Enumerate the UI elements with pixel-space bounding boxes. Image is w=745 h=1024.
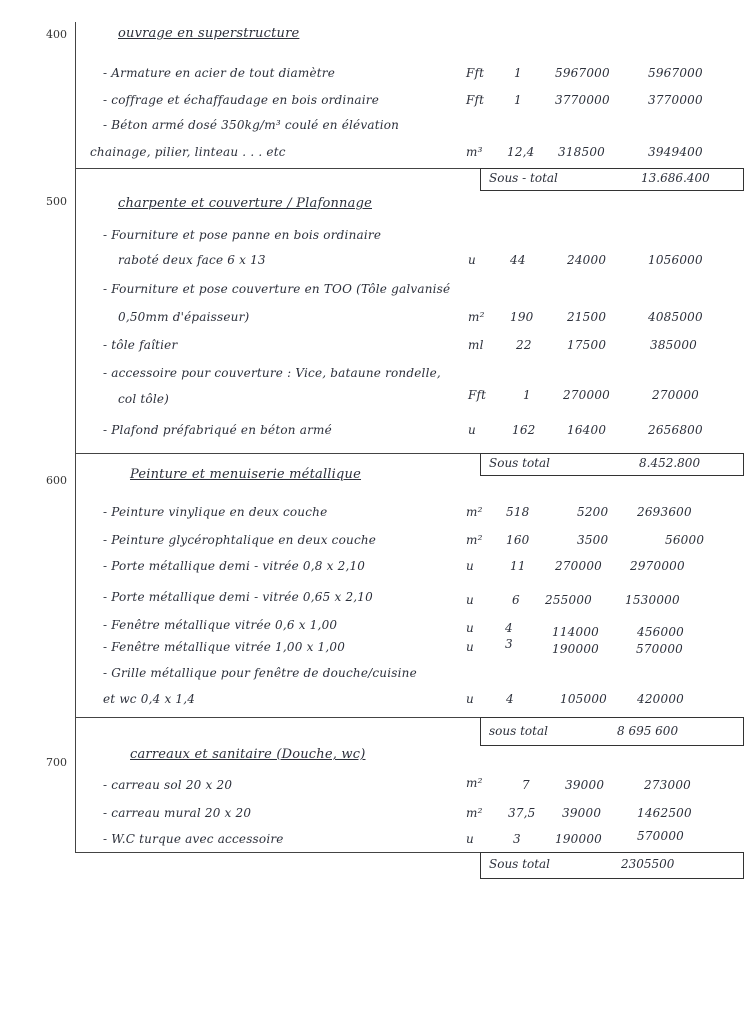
line-desc: - Porte métallique demi - vitrée 0,8 x 2,10 xyxy=(103,559,366,573)
line-desc: - Fourniture et pose panne en bois ordinaire xyxy=(103,228,382,242)
line-total: 4085000 xyxy=(648,310,703,324)
line-qty: 190 xyxy=(510,310,534,324)
subtotal-value: 2305500 xyxy=(621,857,675,871)
line-unit-price: 24000 xyxy=(567,253,607,267)
line-total: 273000 xyxy=(644,778,692,792)
line-total: 570000 xyxy=(637,829,685,843)
line-unit: m² xyxy=(468,310,485,324)
subtotal-value: 13.686.400 xyxy=(641,171,710,185)
subtotal-value: 8 695 600 xyxy=(617,724,679,738)
line-total: 1056000 xyxy=(648,253,703,267)
subtotal-label: Sous total xyxy=(489,857,551,871)
line-unit: u xyxy=(466,692,474,706)
line-unit-price: 3770000 xyxy=(555,93,610,107)
line-qty: 11 xyxy=(510,559,526,573)
line-total: 5967000 xyxy=(648,66,703,80)
line-desc: - Peinture vinylique en deux couche xyxy=(103,505,328,519)
line-total: 56000 xyxy=(665,533,705,547)
line-total: 3949400 xyxy=(648,145,703,159)
section-code: 700 xyxy=(46,756,67,769)
line-desc: et wc 0,4 x 1,4 xyxy=(103,692,196,706)
section-divider xyxy=(75,453,480,454)
line-unit-price: 5967000 xyxy=(555,66,610,80)
line-desc: - Fourniture et pose couverture en TOO (Tôle galvanisé xyxy=(103,282,451,296)
line-unit-price: 16400 xyxy=(567,423,607,437)
subtotal-box xyxy=(480,717,744,746)
line-unit-price: 17500 xyxy=(567,338,607,352)
line-unit: u xyxy=(468,423,476,437)
subtotal-box xyxy=(480,453,744,476)
line-desc: - accessoire pour couverture : Vice, bataune rondelle, xyxy=(103,366,441,380)
section-divider xyxy=(75,717,480,718)
section-title: carreaux et sanitaire (Douche, wc) xyxy=(130,747,366,762)
line-desc: chainage, pilier, linteau . . . etc xyxy=(90,145,286,159)
line-unit: m² xyxy=(466,776,483,790)
line-unit-price: 270000 xyxy=(563,388,611,402)
line-unit: u xyxy=(466,832,474,846)
line-desc: 0,50mm d'épaisseur) xyxy=(118,310,250,324)
line-unit-price: 255000 xyxy=(545,593,593,607)
line-qty: 1 xyxy=(514,66,522,80)
left-margin-line xyxy=(75,22,76,852)
line-desc: - Plafond préfabriqué en béton armé xyxy=(103,423,332,437)
line-qty: 4 xyxy=(505,621,513,635)
line-desc: - Béton armé dosé 350kg/m³ coulé en élévation xyxy=(103,118,400,132)
line-unit: m² xyxy=(466,533,483,547)
subtotal-box xyxy=(480,852,744,879)
line-qty: 4 xyxy=(506,692,514,706)
line-unit: m² xyxy=(466,806,483,820)
line-total: 2693600 xyxy=(637,505,692,519)
line-unit: u xyxy=(466,640,474,654)
subtotal-label: sous total xyxy=(489,724,548,738)
line-desc: col tôle) xyxy=(118,392,170,406)
line-desc: - Armature en acier de tout diamètre xyxy=(103,66,336,80)
section-title: Peinture et menuiserie métallique xyxy=(130,467,362,482)
line-qty: 3 xyxy=(513,832,521,846)
line-total: 420000 xyxy=(637,692,685,706)
line-unit-price: 105000 xyxy=(560,692,608,706)
subtotal-label: Sous total xyxy=(489,456,551,470)
line-desc: - Porte métallique demi - vitrée 0,65 x 2,10 xyxy=(103,590,373,604)
line-total: 1462500 xyxy=(637,806,692,820)
line-qty: 518 xyxy=(506,505,530,519)
line-desc: - Peinture glycérophtalique en deux couche xyxy=(103,533,377,547)
section-code: 600 xyxy=(46,474,67,487)
line-unit-price: 39000 xyxy=(565,778,605,792)
line-desc: - Fenêtre métallique vitrée 1,00 x 1,00 xyxy=(103,640,346,654)
line-total: 2970000 xyxy=(630,559,685,573)
subtotal-value: 8.452.800 xyxy=(639,456,701,470)
line-qty: 1 xyxy=(514,93,522,107)
line-desc: - W.C turque avec accessoire xyxy=(103,832,284,846)
line-qty: 37,5 xyxy=(508,806,536,820)
line-unit-price: 318500 xyxy=(558,145,606,159)
line-unit-price: 114000 xyxy=(552,625,600,639)
line-total: 3770000 xyxy=(648,93,703,107)
subtotal-label: Sous - total xyxy=(489,171,558,185)
section-code: 400 xyxy=(46,28,67,41)
line-unit-price: 5200 xyxy=(577,505,609,519)
line-unit: m² xyxy=(466,505,483,519)
line-qty: 44 xyxy=(510,253,526,267)
line-unit-price: 39000 xyxy=(562,806,602,820)
line-total: 1530000 xyxy=(625,593,680,607)
line-desc: - Grille métallique pour fenêtre de douche/cuisine xyxy=(103,666,417,680)
line-unit: m³ xyxy=(466,145,483,159)
line-desc: raboté deux face 6 x 13 xyxy=(118,253,266,267)
line-total: 270000 xyxy=(652,388,700,402)
line-unit: Fft xyxy=(468,388,487,402)
line-total: 570000 xyxy=(636,642,684,656)
line-desc: - coffrage et échaffaudage en bois ordinaire xyxy=(103,93,380,107)
line-unit: u xyxy=(466,559,474,573)
line-total: 2656800 xyxy=(648,423,703,437)
line-desc: - Fenêtre métallique vitrée 0,6 x 1,00 xyxy=(103,618,338,632)
line-qty: 3 xyxy=(505,637,513,651)
section-divider xyxy=(75,852,480,853)
line-unit-price: 270000 xyxy=(555,559,603,573)
line-unit: u xyxy=(468,253,476,267)
section-title: ouvrage en superstructure xyxy=(118,26,300,41)
section-divider xyxy=(75,168,480,169)
section-code: 500 xyxy=(46,195,67,208)
line-unit: u xyxy=(466,621,474,635)
line-qty: 22 xyxy=(516,338,532,352)
line-unit: u xyxy=(466,593,474,607)
line-qty: 1 xyxy=(523,388,531,402)
line-qty: 160 xyxy=(506,533,530,547)
line-desc: - carreau mural 20 x 20 xyxy=(103,806,252,820)
line-qty: 6 xyxy=(512,593,520,607)
line-unit-price: 21500 xyxy=(567,310,607,324)
line-unit-price: 190000 xyxy=(555,832,603,846)
line-desc: - tôle faîtier xyxy=(103,338,178,352)
subtotal-box xyxy=(480,168,744,191)
line-total: 456000 xyxy=(637,625,685,639)
line-desc: - carreau sol 20 x 20 xyxy=(103,778,233,792)
line-unit-price: 3500 xyxy=(577,533,609,547)
line-unit: Fft xyxy=(466,66,485,80)
line-unit-price: 190000 xyxy=(552,642,600,656)
line-qty: 12,4 xyxy=(507,145,535,159)
line-unit: ml xyxy=(468,338,484,352)
line-qty: 162 xyxy=(512,423,536,437)
line-total: 385000 xyxy=(650,338,698,352)
line-qty: 7 xyxy=(522,778,530,792)
section-title: charpente et couverture / Plafonnage xyxy=(118,196,372,211)
line-unit: Fft xyxy=(466,93,485,107)
